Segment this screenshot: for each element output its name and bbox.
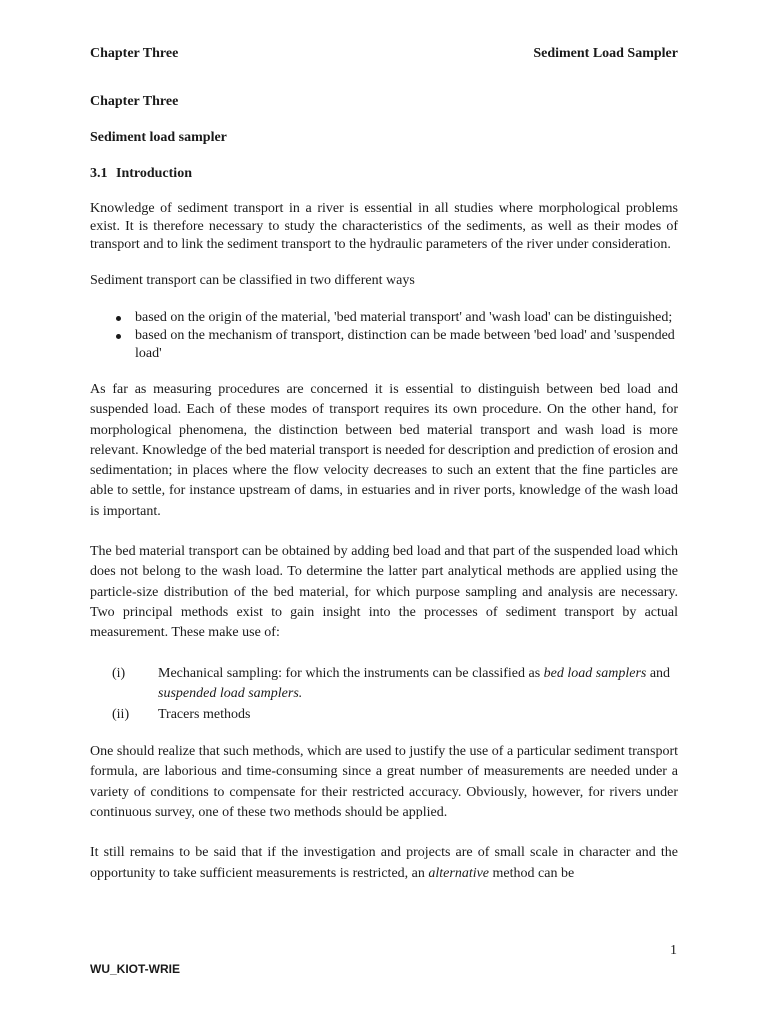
list-item xyxy=(90,705,678,726)
method-text: Tracers methods xyxy=(158,706,251,722)
footer-label: WU_KIOT-WRIE xyxy=(90,962,180,976)
bullet-icon xyxy=(116,334,121,339)
header-chapter: Chapter Three xyxy=(90,46,179,61)
method-text: Mechanical sampling: for which the instruments can be classified as xyxy=(158,665,541,681)
paragraph-emphasis: alternative xyxy=(428,865,490,881)
paragraph-1: Knowledge of sediment transport in a river is essential in all studies where morphological problems exist. It is therefore necessary to study the characteristics of the sediments, as well as their modes of transport and to link the sediment transport to the hydraulic parameters of the river under consideration. xyxy=(90,201,678,252)
section-title: Introduction xyxy=(116,166,192,181)
classification-list xyxy=(90,309,678,363)
bullet-icon xyxy=(116,316,121,321)
paragraph-3: As far as measuring procedures are concerned it is essential to distinguish between bed load and suspended load. Each of these modes of transport requires its own procedure. On the other hand, for morphological phenomena, the distinction between bed material transport and wash load is more relevant. Knowledge of the bed material transport is needed for description and prediction of erosion and sedimentation; in places where the flow velocity decreases to such an extent that the fine particles are able to settle, for instance upstream of dams, in estuaries and in river ports, knowledge of the wash load is important. xyxy=(90,382,678,519)
header-title: Sediment Load Sampler xyxy=(533,46,678,61)
page-body xyxy=(90,93,678,904)
list-item-text: based on the origin of the material, 'bed material transport' and 'wash load' can be distinguished; xyxy=(135,310,673,325)
list-item xyxy=(90,664,678,705)
list-marker: (i) xyxy=(112,665,126,681)
paragraph-6 xyxy=(90,843,678,884)
list-marker: (ii) xyxy=(112,706,130,722)
methods-list xyxy=(90,664,678,726)
paragraph-4: The bed material transport can be obtained by adding bed load and that part of the suspended load which does not belong to the wash load. To determine the latter part analytical methods are applied using the particle-size distribution of the bed material, for which purpose sampling and analysis are necessary. Two principal methods exist to gain insight into the processes of sediment transport by actual measurement. These make use of: xyxy=(90,544,678,641)
list-item-text: based on the mechanism of transport, distinction can be made between 'bed load' and 'suspended load' xyxy=(135,328,675,361)
list-item xyxy=(90,327,678,363)
section-heading xyxy=(90,165,678,182)
method-text: and xyxy=(649,665,671,681)
paragraph-text: It still remains to be said that if the investigation and projects are of small scale in character and the opportunity to take sufficient measurements is restricted, an xyxy=(90,845,678,881)
list-item xyxy=(90,309,678,327)
chapter-title: Sediment load sampler xyxy=(90,130,227,145)
method-emphasis: bed load samplers xyxy=(543,665,647,681)
paragraph-text: method can be xyxy=(492,865,575,881)
chapter-heading: Chapter Three xyxy=(90,94,179,109)
paragraph-5: One should realize that such methods, which are used to justify the use of a particular sediment transport formula, are laborious and time-consuming since a great number of measurements are needed under a variety of conditions to compensate for their restricted accuracy. Obviously, however, for rivers under continuous survey, one of these two methods should be applied. xyxy=(90,744,678,820)
section-number: 3.1 xyxy=(90,166,108,181)
page-number: 1 xyxy=(670,943,677,958)
method-emphasis: suspended load samplers. xyxy=(158,686,303,702)
paragraph-2: Sediment transport can be classified in two different ways xyxy=(90,273,415,288)
